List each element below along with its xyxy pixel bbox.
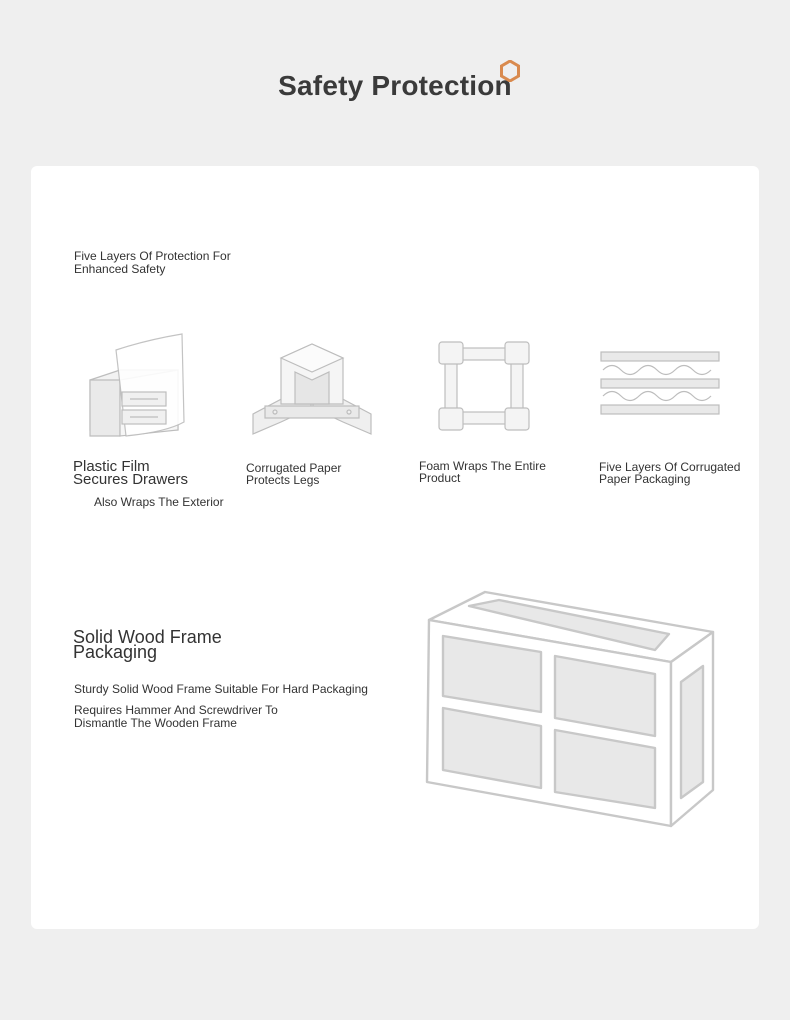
corrugated-corner-icon [251, 342, 373, 438]
layer-sub-plastic-film: Also Wraps The Exterior [94, 495, 224, 509]
wood-frame-desc-2: Requires Hammer And Screwdriver To Dismantle The Wooden Frame [74, 703, 278, 730]
page-title: Safety Protection [278, 70, 512, 101]
hexagon-badge-icon [500, 60, 520, 82]
wood-frame-desc-1: Sturdy Solid Wood Frame Suitable For Hard Packaging [74, 682, 368, 696]
wood-frame-title: Solid Wood Frame Packaging [73, 627, 222, 662]
layer-caption-plastic-film: Plastic Film Secures Drawers [73, 458, 189, 488]
plastic-film-drawer-icon [86, 332, 186, 438]
wooden-crate-icon [425, 590, 715, 830]
layer-caption-corrugated-legs: Corrugated Paper Protects Legs [246, 461, 342, 487]
layer-caption-foam: Foam Wraps The Entire Product [419, 459, 546, 485]
intro-text: Five Layers Of Protection For Enhanced Safety [74, 249, 231, 276]
corrugated-layers-icon [599, 350, 721, 418]
protection-card [31, 166, 759, 929]
foam-frame-icon [437, 340, 531, 434]
layer-caption-corrugated-layers: Five Layers Of Corrugated Paper Packaging [599, 460, 741, 486]
